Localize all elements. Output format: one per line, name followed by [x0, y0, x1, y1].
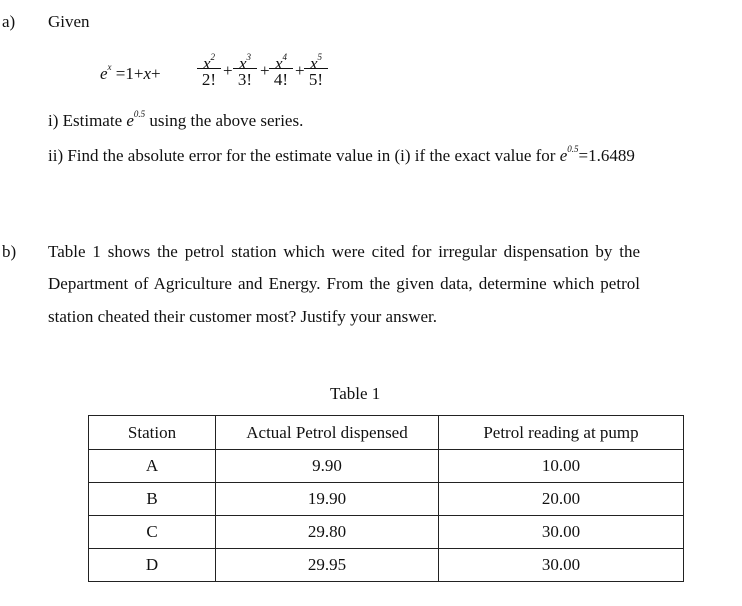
table-caption: Table 1: [330, 384, 381, 403]
part-b-line-3: station cheated their customer most? Justify your answer.: [48, 307, 438, 326]
table-header-row: [89, 416, 684, 450]
term-fraction: $x^3$ 3!: [232, 46, 258, 91]
part-a-label: a): [2, 12, 16, 31]
term-fraction: $x^5$ 5!: [303, 46, 329, 91]
term-fraction: $x^2$ 2!: [196, 46, 222, 91]
table-row: [89, 516, 684, 549]
table-row: [89, 549, 684, 582]
cell-pump: 30.00: [439, 549, 684, 582]
cell-actual: 29.80: [216, 516, 439, 549]
header-station: Station: [89, 416, 216, 450]
cell-actual: 9.90: [216, 450, 439, 483]
cell-actual: 29.95: [216, 549, 439, 582]
part-b-line-2: Department of Agriculture and Energy. From the given data, determine which petrol: [48, 274, 640, 293]
cell-pump: 30.00: [439, 516, 684, 549]
equation-lhs: $e^x =1+x+$: [100, 62, 161, 83]
cell-pump: 10.00: [439, 450, 684, 483]
question-ii: ii) Find the absolute error for the estimate value in (i) if the exact value for $e^{0.5}=1.6489$: [48, 144, 635, 165]
part-b-label: b): [2, 242, 17, 261]
term-fraction: $x^4$ 4!: [268, 46, 294, 91]
plus-sign: +: [223, 61, 233, 80]
question-i: i) Estimate $e^{0.5}$ using the above series.: [48, 109, 304, 130]
cell-station: C: [89, 516, 216, 549]
part-b-line-1: Table 1 shows the petrol station which were cited for irregular dispensation by the: [48, 242, 641, 261]
plus-sign: +: [295, 61, 305, 80]
table-row: [89, 483, 684, 516]
cell-actual: 19.90: [216, 483, 439, 516]
petrol-table: [88, 415, 684, 582]
series-equation: [100, 44, 340, 96]
given-text: Given: [48, 12, 90, 31]
header-pump-reading: Petrol reading at pump: [439, 416, 684, 450]
cell-station: D: [89, 549, 216, 582]
header-actual-dispensed: Actual Petrol dispensed: [216, 416, 439, 450]
cell-pump: 20.00: [439, 483, 684, 516]
cell-station: B: [89, 483, 216, 516]
cell-station: A: [89, 450, 216, 483]
plus-sign: +: [260, 61, 270, 80]
table-row: [89, 450, 684, 483]
